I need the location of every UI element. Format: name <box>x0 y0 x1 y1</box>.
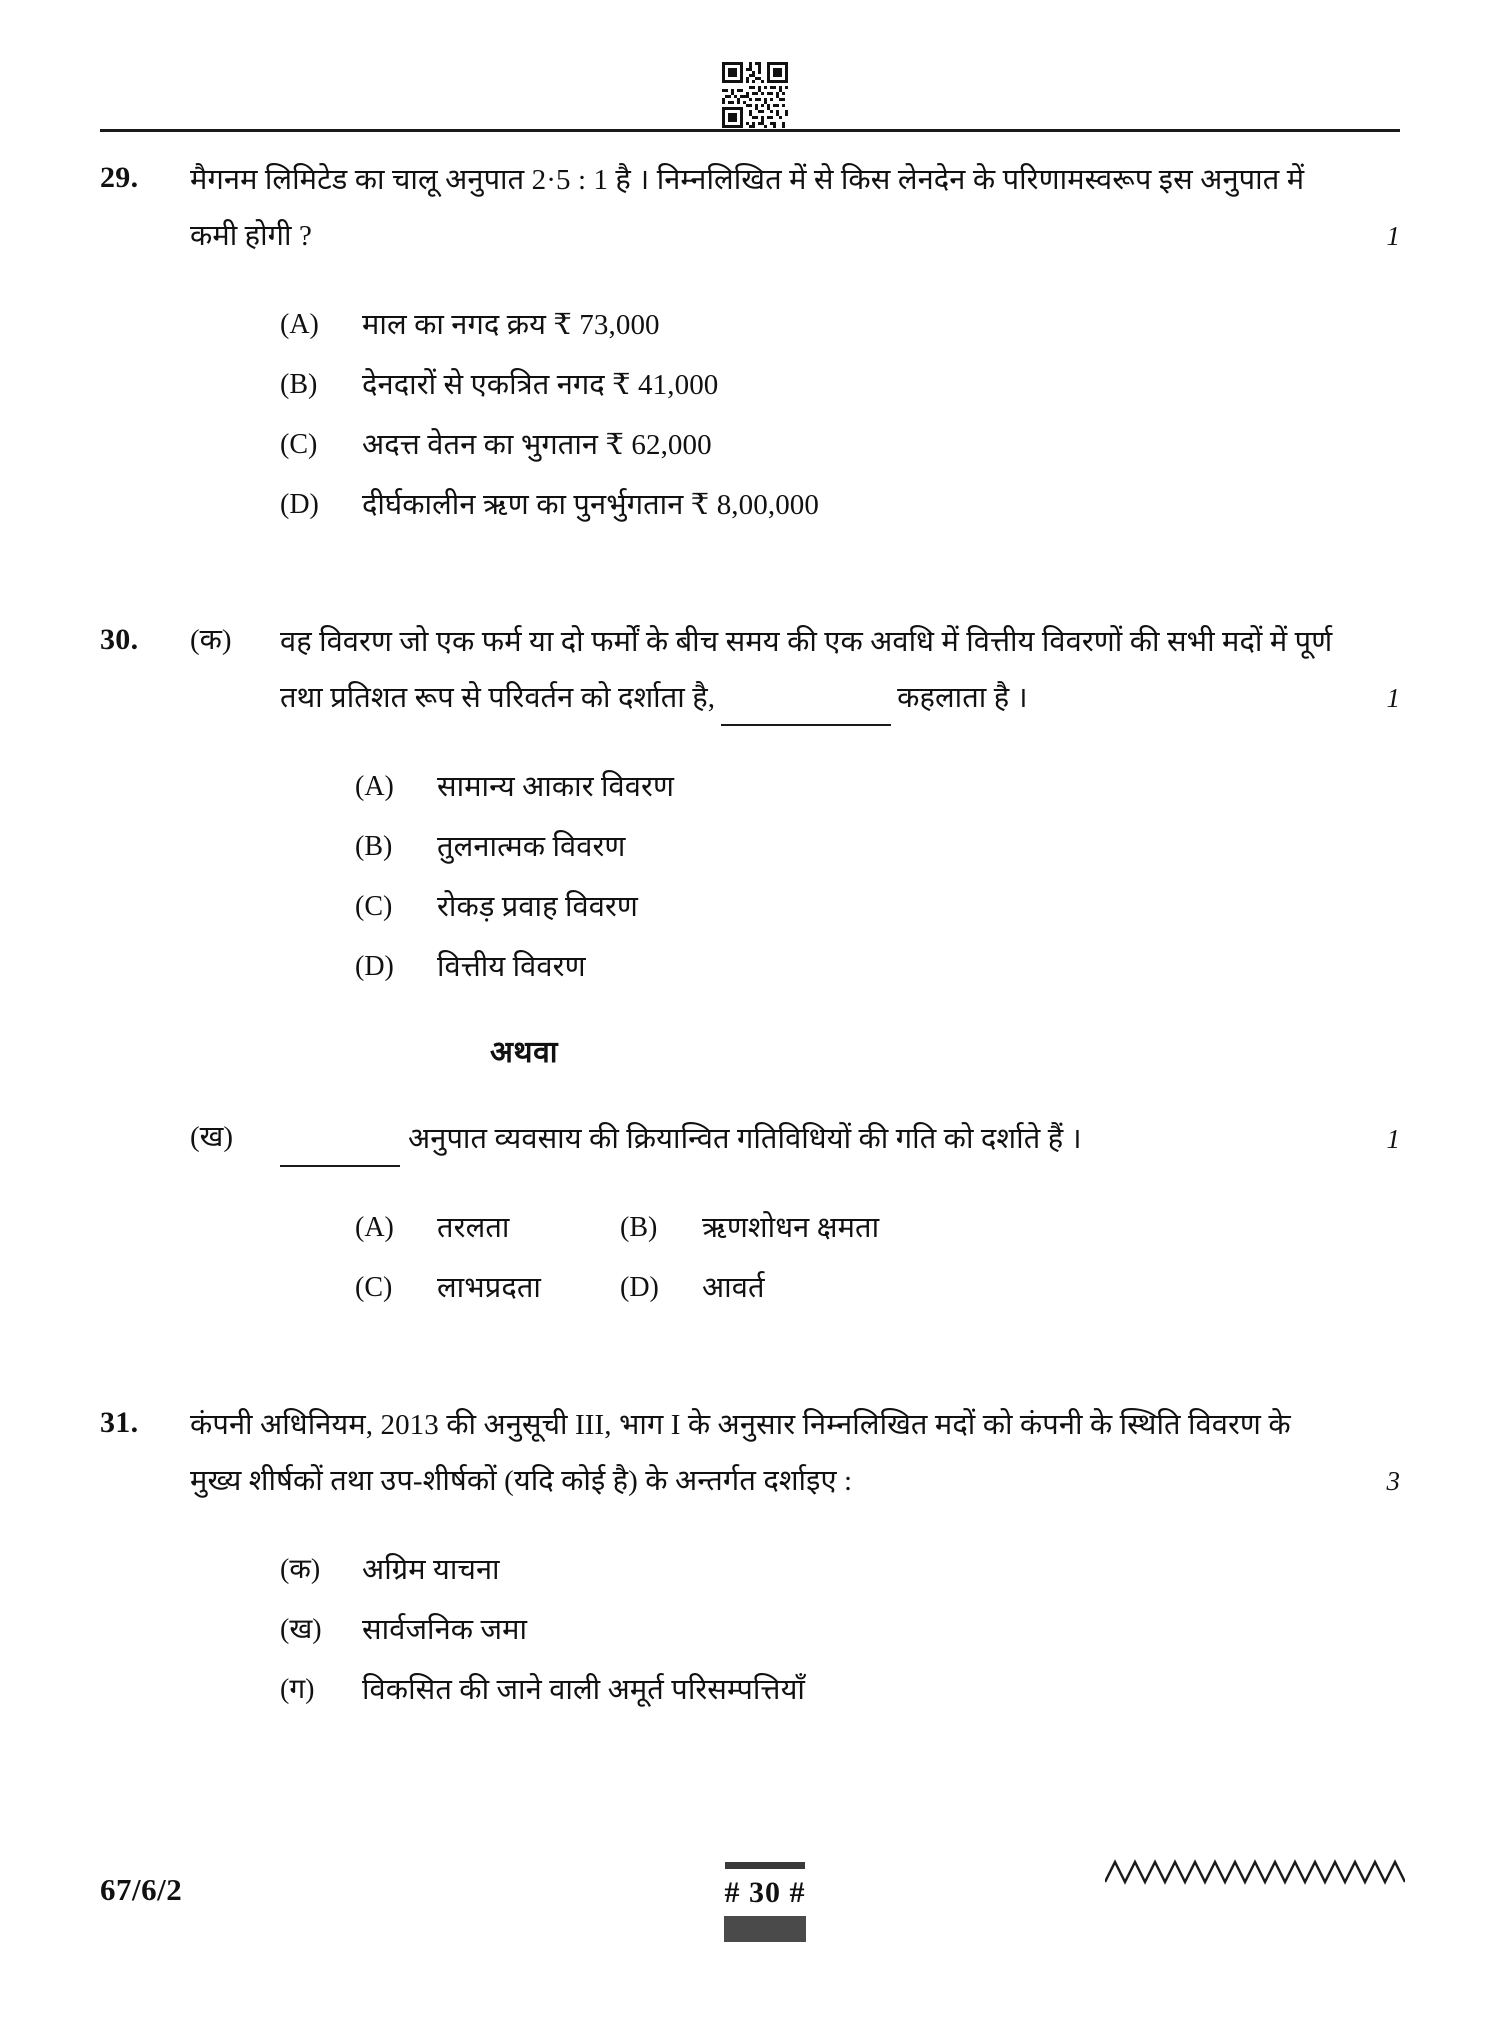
option-row[interactable] <box>100 302 1400 348</box>
question-30a-text <box>280 614 1340 726</box>
question-30 <box>100 614 1400 1311</box>
list-item <box>100 1667 1400 1713</box>
option-text: अदत्त वेतन का भुगतान ₹ 62,000 <box>362 429 712 461</box>
item-text: विकसित की जाने वाली अमूर्त परिसम्पत्तियाँ <box>362 1674 805 1706</box>
option-label: (D) <box>620 1272 659 1303</box>
option-row[interactable] <box>620 1205 1400 1251</box>
option-row[interactable] <box>100 422 1400 468</box>
option-label: (C) <box>355 1272 393 1303</box>
question-29-number: 29. <box>100 161 139 194</box>
option-row[interactable] <box>100 362 1400 408</box>
question-30a-marks: 1 <box>1386 683 1400 713</box>
option-label: (C) <box>280 429 318 460</box>
option-text: तुलनात्मक विवरण <box>437 831 626 863</box>
option-text: वित्तीय विवरण <box>437 951 586 983</box>
or-separator: अथवा <box>490 1036 559 1069</box>
question-30b-marks: 1 <box>1386 1124 1400 1154</box>
question-29-text: मैगनम लिमिटेड का चालू अनुपात 2·5 : 1 है । निम्नलिखित में से किस लेनदेन के परिणामस्वरूप इस अनुपात में कमी होगी ? <box>190 164 1305 252</box>
option-text: देनदारों से एकत्रित नगद ₹ 41,000 <box>362 369 719 401</box>
option-label: (B) <box>280 369 318 400</box>
option-row[interactable] <box>100 764 1400 810</box>
question-30a-text-before: वह विवरण जो एक फर्म या दो फर्मों के बीच समय की एक अवधि में वित्तीय विवरणों की सभी मदों में पूर्ण तथा प्रतिशत रूप से परिवर्तन को दर्शाता है, <box>280 626 1333 714</box>
option-text: तरलता <box>437 1212 510 1244</box>
fill-in-blank[interactable] <box>280 1135 400 1167</box>
option-text: माल का नगद क्रय ₹ 73,000 <box>362 309 660 341</box>
option-text: सामान्य आकार विवरण <box>437 771 675 803</box>
qr-code-icon <box>722 62 788 128</box>
question-31 <box>100 1397 1400 1713</box>
option-row[interactable] <box>100 824 1400 870</box>
fill-in-blank[interactable] <box>721 694 891 726</box>
question-30b-text-after: अनुपात व्यवसाय की क्रियान्वित गतिविधियों की गति को दर्शाते हैं । <box>408 1123 1082 1155</box>
option-row[interactable] <box>100 1205 620 1251</box>
option-label: (B) <box>620 1212 658 1243</box>
option-row[interactable] <box>620 1265 1400 1311</box>
question-31-marks: 3 <box>1386 1466 1400 1496</box>
option-label: (A) <box>280 309 319 340</box>
option-label: (A) <box>355 771 394 802</box>
option-text: आवर्त <box>702 1272 765 1304</box>
question-30b-text <box>280 1111 1340 1167</box>
page-mark-bottom-bar <box>724 1916 806 1942</box>
item-label: (ग) <box>280 1674 315 1705</box>
option-text: ऋणशोधन क्षमता <box>702 1212 880 1244</box>
header-divider <box>100 129 1400 132</box>
option-row[interactable] <box>100 884 1400 930</box>
option-row[interactable] <box>100 944 1400 990</box>
page-footer <box>0 1862 1505 1982</box>
option-text: रोकड़ प्रवाह विवरण <box>437 891 638 923</box>
option-label: (A) <box>355 1212 394 1243</box>
option-label: (B) <box>355 831 393 862</box>
question-31-text: कंपनी अधिनियम, 2013 की अनुसूची III, भाग I के अनुसार निम्नलिखित मदों को कंपनी के स्थिति विवरण के मुख्य शीर्षकों तथा उप-शीर्षकों (यदि कोई है) के अन्तर्गत दर्शाइए : <box>190 1409 1291 1497</box>
zigzag-decoration <box>1105 1852 1405 1892</box>
questions-container <box>100 152 1400 1713</box>
option-row[interactable] <box>100 1265 620 1311</box>
page-number-mark <box>690 1862 840 1942</box>
option-label: (C) <box>355 891 393 922</box>
option-text: दीर्घकालीन ऋण का पुनर्भुगतान ₹ 8,00,000 <box>362 489 820 521</box>
paper-code: 67/6/2 <box>100 1872 183 1907</box>
question-30a-text-after: कहलाता है । <box>897 682 1028 714</box>
list-item <box>100 1607 1400 1653</box>
question-29 <box>100 152 1400 528</box>
item-text: अग्रिम याचना <box>362 1554 500 1586</box>
option-text: लाभप्रदता <box>437 1272 542 1304</box>
option-label: (D) <box>280 489 319 520</box>
item-label: (क) <box>280 1554 321 1585</box>
question-30b-label: (ख) <box>190 1121 234 1153</box>
page-mark-top-bar <box>725 1862 805 1869</box>
question-30a-label: (क) <box>190 624 232 656</box>
question-31-number: 31. <box>100 1406 139 1439</box>
list-item <box>100 1547 1400 1593</box>
option-label: (D) <box>355 951 394 982</box>
page-number: # 30 # <box>724 1876 806 1909</box>
item-text: सार्वजनिक जमा <box>362 1614 528 1646</box>
item-label: (ख) <box>280 1614 322 1645</box>
option-row[interactable] <box>100 482 1400 528</box>
question-29-marks: 1 <box>1386 221 1400 251</box>
question-30-number: 30. <box>100 623 139 656</box>
